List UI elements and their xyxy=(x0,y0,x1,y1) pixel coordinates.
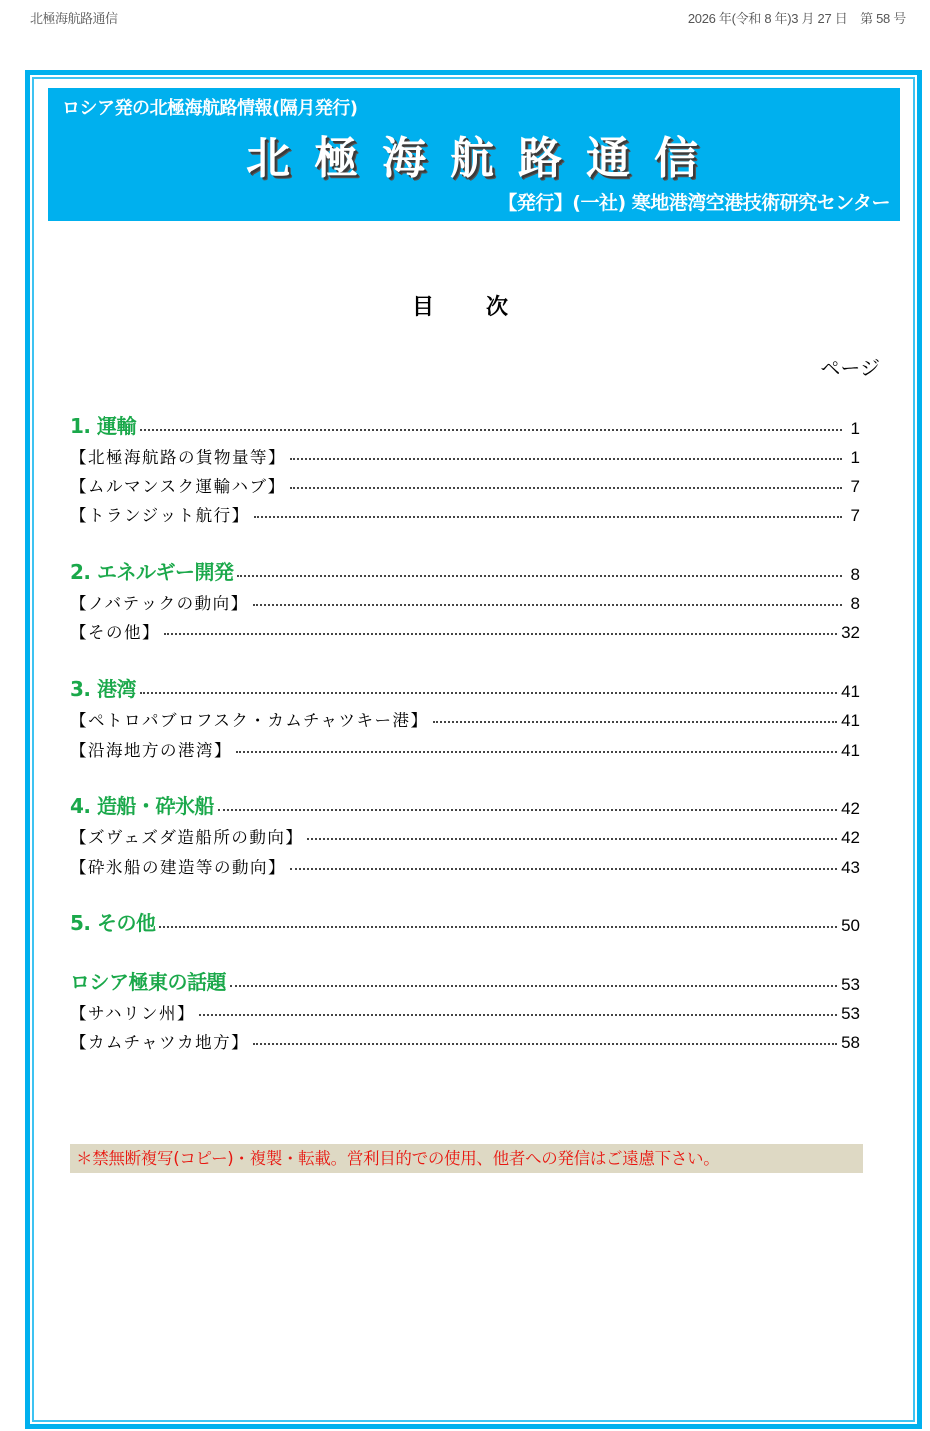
toc-section-label: ロシア極東の話題 xyxy=(70,968,230,996)
section-spacer xyxy=(70,762,860,791)
copyright-notice: ＊禁無断複写(コピー)・複製・転載。営利目的での使用、他者への発信はご遠慮下さい。 xyxy=(70,1144,863,1173)
toc-page-number: 1 xyxy=(850,447,860,467)
dot-leader xyxy=(164,633,837,635)
dot-leader xyxy=(253,1043,837,1045)
toc-page-number: 8 xyxy=(850,594,860,614)
dot-leader xyxy=(237,575,842,577)
toc-item-label: 【ノバテックの動向】 xyxy=(70,593,253,615)
toc-section-other[interactable] xyxy=(70,908,860,938)
dot-leader xyxy=(140,429,842,431)
page-column-label: ページ xyxy=(820,356,880,380)
toc-item-label: 【トランジット航行】 xyxy=(70,505,254,527)
toc-section-label: 3. 港湾 xyxy=(70,675,140,703)
masthead-title: 北極海航路通信 xyxy=(246,133,722,184)
toc-section-shipbuilding[interactable] xyxy=(70,791,860,821)
section-spacer xyxy=(70,879,860,908)
toc-section-label: 4. 造船・砕氷船 xyxy=(70,792,218,820)
toc-page-number: 7 xyxy=(850,477,860,497)
dot-leader xyxy=(290,458,842,460)
dot-leader xyxy=(254,516,842,518)
toc-item-label: 【その他】 xyxy=(70,622,164,644)
toc-page-number: 8 xyxy=(850,564,860,584)
toc-section-ports[interactable] xyxy=(70,673,860,703)
dot-leader xyxy=(307,838,837,840)
toc-item[interactable] xyxy=(70,996,860,1025)
toc-item-label: 【北極海航路の貨物量等】 xyxy=(70,447,290,469)
toc-page-number: 41 xyxy=(841,740,860,760)
toc-heading: 目次 xyxy=(411,295,560,320)
dot-leader xyxy=(253,604,842,606)
toc-item-label: 【ズヴェズダ造船所の動向】 xyxy=(70,827,307,849)
toc-item-label: 【ペトロパブロフスク・カムチャツキー港】 xyxy=(70,710,433,732)
dot-leader xyxy=(218,809,837,811)
dot-leader xyxy=(236,751,837,753)
toc-item[interactable] xyxy=(70,703,860,732)
toc-page-number: 41 xyxy=(841,711,860,731)
dot-leader xyxy=(159,926,837,928)
toc-item[interactable] xyxy=(70,732,860,761)
table-of-contents xyxy=(70,410,860,1054)
toc-item[interactable] xyxy=(70,498,860,527)
header-issue-date: 2026 年(令和 8 年)3 月 27 日 第 58 号 xyxy=(687,11,906,26)
toc-section-label: 1. 運輸 xyxy=(70,412,140,440)
toc-page-number: 50 xyxy=(841,916,860,936)
toc-page-number: 53 xyxy=(841,974,860,994)
toc-page-number: 42 xyxy=(841,828,860,848)
dot-leader xyxy=(199,1014,837,1016)
toc-item[interactable] xyxy=(70,820,860,849)
toc-item-label: 【砕氷船の建造等の動向】 xyxy=(70,857,290,879)
masthead-publisher: 【発行】(一社) 寒地港湾空港技術研究センター xyxy=(498,192,890,214)
header-publication-name: 北極海航路通信 xyxy=(30,11,118,26)
toc-item[interactable] xyxy=(70,440,860,469)
toc-page-number: 41 xyxy=(841,681,860,701)
toc-page-number: 7 xyxy=(850,506,860,526)
toc-item-label: 【沿海地方の港湾】 xyxy=(70,740,236,762)
section-spacer xyxy=(70,644,860,673)
dot-leader xyxy=(290,868,837,870)
dot-leader xyxy=(290,487,842,489)
running-header xyxy=(30,8,906,28)
toc-section-energy[interactable] xyxy=(70,556,860,586)
toc-item-label: 【ムルマンスク運輸ハブ】 xyxy=(70,476,290,498)
toc-page-number: 43 xyxy=(841,857,860,877)
dot-leader xyxy=(230,985,837,987)
toc-item-label: 【カムチャツカ地方】 xyxy=(70,1032,253,1054)
masthead-banner xyxy=(48,88,900,221)
toc-page-number: 1 xyxy=(850,418,860,438)
toc-section-far-east[interactable] xyxy=(70,966,860,996)
toc-page-number: 32 xyxy=(841,623,860,643)
toc-section-label: 5. その他 xyxy=(70,909,159,937)
toc-section-transport[interactable] xyxy=(70,410,860,440)
toc-section-label: 2. エネルギー開発 xyxy=(70,558,237,586)
masthead-subtitle: ロシア発の北極海航路情報(隔月発行) xyxy=(62,98,358,119)
toc-page-number: 53 xyxy=(841,1003,860,1023)
toc-page-number: 42 xyxy=(841,799,860,819)
toc-item[interactable] xyxy=(70,849,860,878)
toc-item[interactable] xyxy=(70,615,860,644)
toc-item[interactable] xyxy=(70,586,860,615)
section-spacer xyxy=(70,527,860,556)
toc-item-label: 【サハリン州】 xyxy=(70,1003,199,1025)
toc-item[interactable] xyxy=(70,1025,860,1054)
section-spacer xyxy=(70,937,860,966)
dot-leader xyxy=(433,721,838,723)
toc-item[interactable] xyxy=(70,469,860,498)
dot-leader xyxy=(140,692,837,694)
toc-page-number: 58 xyxy=(841,1033,860,1053)
